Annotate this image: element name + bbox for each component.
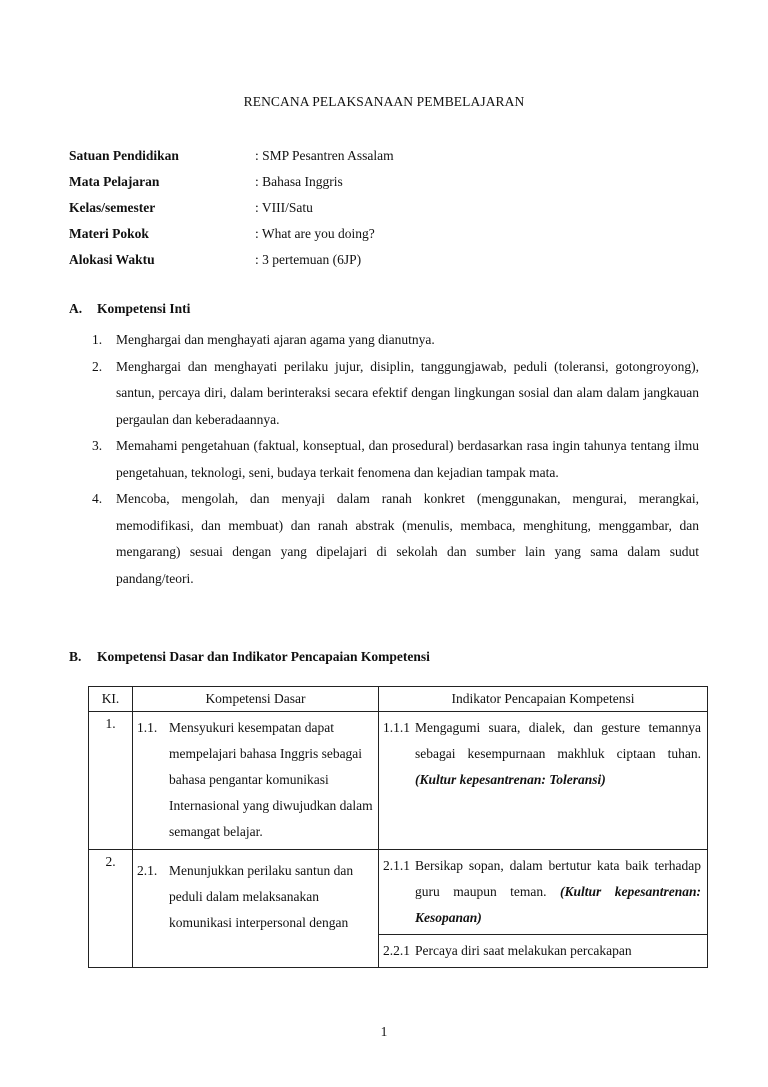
list-number: 1. <box>92 332 103 347</box>
section-title: Kompetensi Inti <box>97 301 191 316</box>
indicator-text: Percaya diri saat melakukan percakapan <box>415 943 632 958</box>
indicator-number: 2.2.1 <box>383 943 410 958</box>
table-header-indicator: Indikator Pencapaian Kompetensi <box>379 687 708 712</box>
list-text: Mencoba, mengolah, dan menyaji dalam ranah konkret (menggunakan, mengurai, merangkai, memodifikasi, dan membuat) dan ranah abstrak (menulis, membaca, menghitung, menggambar, dan mengarang) sesuai dengan yang dipelajari di sekolah dan sumber lain yang sama dalam sudut pandang/teori. <box>116 491 699 586</box>
list-number: 4. <box>92 491 103 506</box>
basic-competency-item <box>133 850 378 940</box>
table-cell-ki: 2. <box>89 850 133 968</box>
section-a-heading <box>69 301 190 317</box>
section-letter: A. <box>69 301 83 316</box>
section-title: Kompetensi Dasar dan Indikator Pencapaian Kompetensi <box>97 649 430 664</box>
identity-value: : SMP Pesantren Assalam <box>255 148 394 163</box>
competency-table <box>88 686 708 968</box>
core-competency-list <box>92 327 699 592</box>
identity-value: : VIII/Satu <box>255 200 313 215</box>
table-cell-basic-competency <box>133 850 379 968</box>
identity-label: Alokasi Waktu <box>69 252 155 267</box>
table-row <box>89 850 708 968</box>
indicator-text: Mengagumi suara, dialek, dan gesture temannya sebagai kesempurnaan makhluk ciptaan tuhan. <box>415 720 701 761</box>
list-text: Menghargai dan menghayati ajaran agama yang dianutnya. <box>116 332 435 347</box>
identity-value: : 3 pertemuan (6JP) <box>255 252 362 267</box>
identity-value: : What are you doing? <box>255 226 375 241</box>
indicator-item <box>379 853 707 931</box>
culture-note: (Kultur kepesantrenan: Kesopanan) <box>415 884 701 925</box>
identity-row-topic <box>69 226 709 252</box>
list-text: Menghargai dan menghayati perilaku jujur, disiplin, tanggungjawab, peduli (toleransi, gotongroyong), santun, percaya diri, dalam berinteraksi secara efektif dengan lingkungan sosial dan alam dalam jangkauan pergaulan dan keberadaannya. <box>116 358 699 427</box>
basic-competency-item <box>133 712 378 849</box>
table-header-ki: KI. <box>89 687 133 712</box>
basic-competency-number: 2.1. <box>137 863 158 878</box>
table-cell-indicator <box>379 712 708 850</box>
indicator-number: 2.1.1 <box>383 858 410 873</box>
identity-row-class <box>69 200 709 226</box>
basic-competency-text: Mensyukuri kesempatan dapat mempelajari bahasa Inggris sebagai bahasa pengantar komunikasi Internasional yang diwujudkan dalam semangat belajar. <box>169 720 373 839</box>
identity-label: Mata Pelajaran <box>69 174 160 189</box>
table-cell-ki: 1. <box>89 712 133 850</box>
list-item <box>92 486 699 592</box>
list-text: Memahami pengetahuan (faktual, konseptual, dan prosedural) berdasarkan rasa ingin tahunya tentang ilmu pengetahuan, teknologi, seni, budaya terkait fenomena dan kejadian tampak mata. <box>116 438 699 480</box>
table-header-row <box>89 687 708 712</box>
list-item <box>92 433 699 486</box>
table-row <box>89 712 708 850</box>
list-item <box>92 354 699 434</box>
table-cell-indicator <box>379 850 708 968</box>
basic-competency-number: 1.1. <box>137 720 158 735</box>
page-number: 1 <box>380 1024 388 1039</box>
identity-block <box>69 148 709 278</box>
basic-competency-text: Menunjukkan perilaku santun dan peduli dalam melaksanakan komunikasi interpersonal dengan <box>169 863 354 930</box>
indicator-block <box>379 850 707 934</box>
document-title: RENCANA PELAKSANAAN PEMBELAJARAN <box>243 94 525 109</box>
list-number: 2. <box>92 358 103 374</box>
table-cell-basic-competency <box>133 712 379 850</box>
identity-label: Kelas/semester <box>69 200 156 215</box>
list-item <box>92 327 699 354</box>
list-number: 3. <box>92 438 103 453</box>
culture-note: (Kultur kepesantrenan: Toleransi) <box>415 772 606 787</box>
identity-row-school <box>69 148 709 174</box>
identity-row-time <box>69 252 709 278</box>
indicator-block <box>379 934 707 967</box>
identity-row-subject <box>69 174 709 200</box>
table-header-basic-competency: Kompetensi Dasar <box>133 687 379 712</box>
indicator-text: Bersikap sopan, dalam bertutur kata baik terhadap guru maupun teman. <box>415 858 701 899</box>
identity-label: Materi Pokok <box>69 226 149 241</box>
identity-label: Satuan Pendidikan <box>69 148 179 163</box>
section-b-heading <box>69 649 430 665</box>
indicator-number: 1.1.1 <box>383 720 410 735</box>
indicator-item <box>379 938 707 964</box>
indicator-block <box>379 712 707 796</box>
indicator-item <box>379 715 707 793</box>
section-letter: B. <box>69 649 82 664</box>
identity-value: : Bahasa Inggris <box>255 174 343 189</box>
